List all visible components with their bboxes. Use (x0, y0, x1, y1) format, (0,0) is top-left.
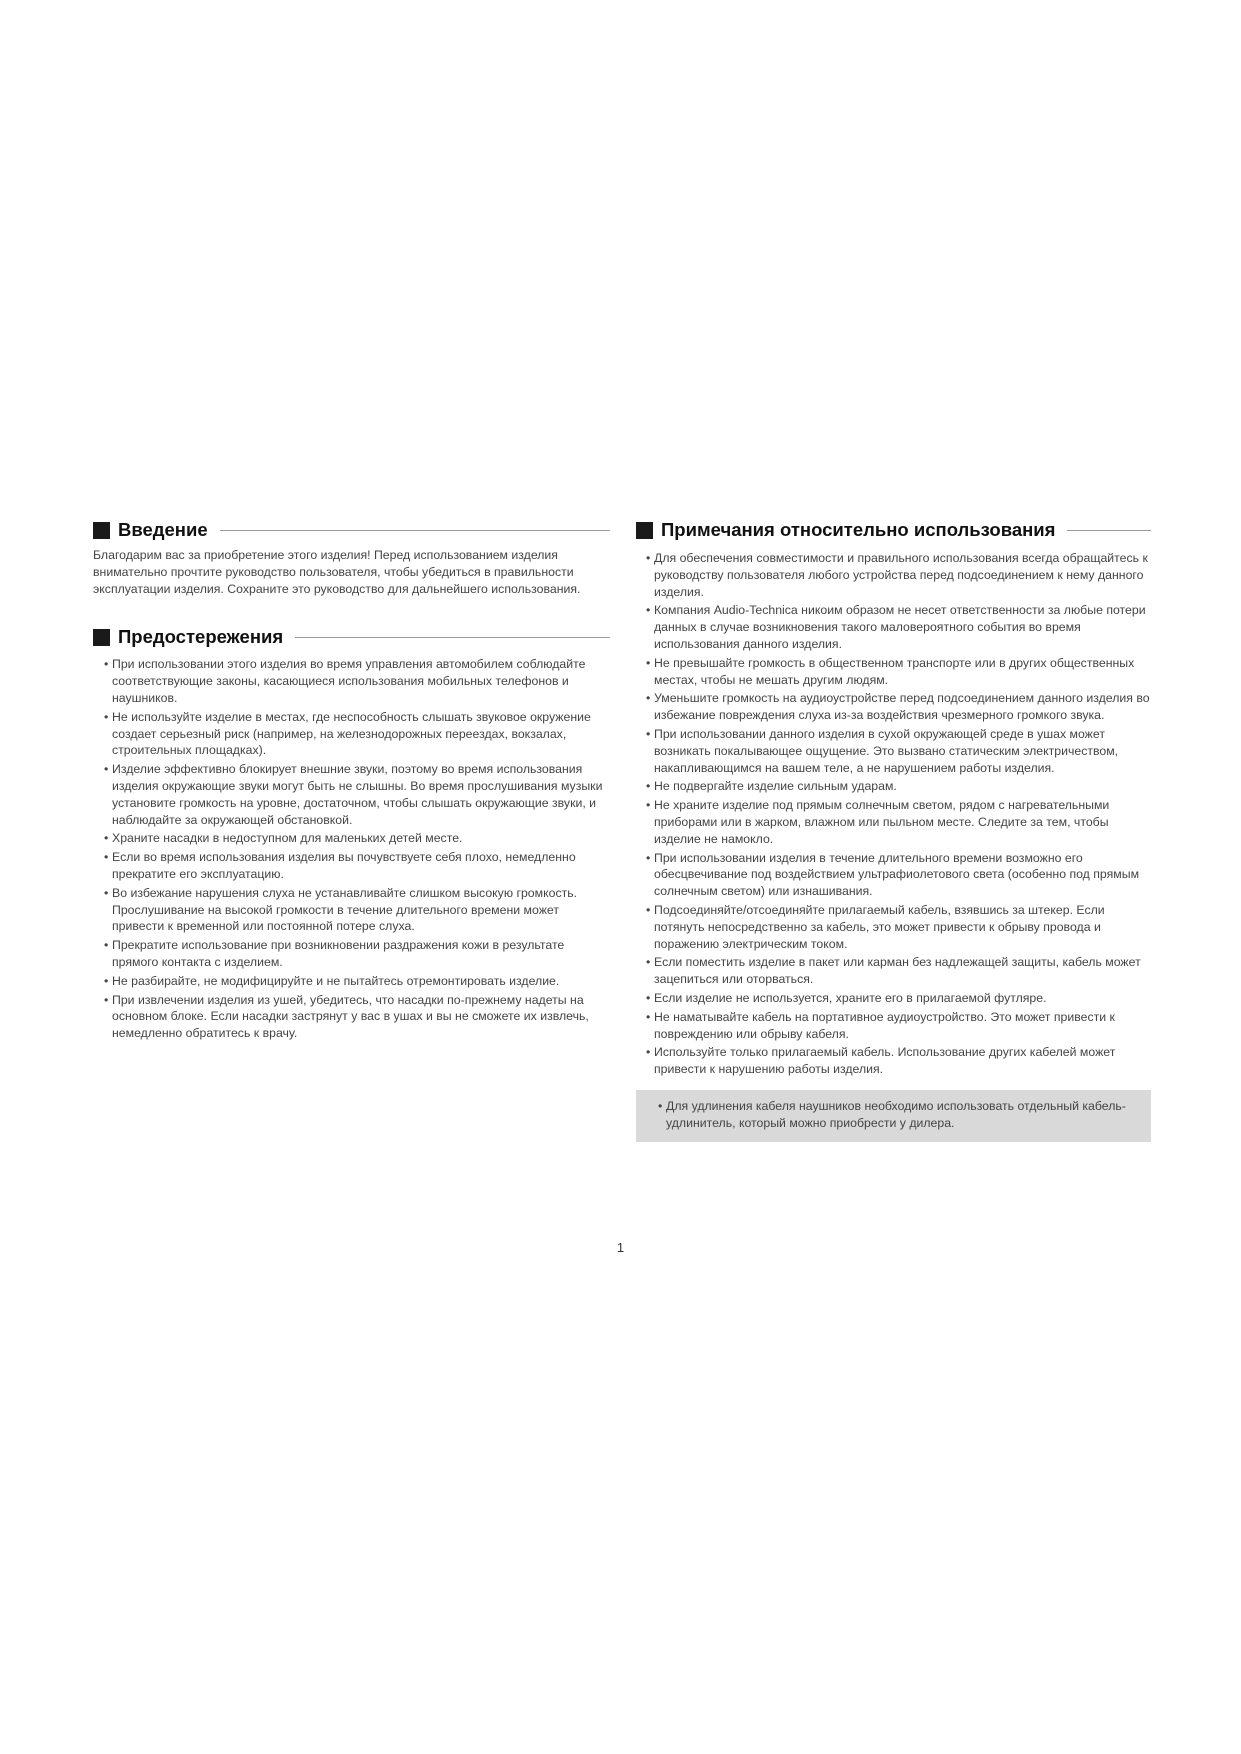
list-item: • Подсоединяйте/отсоединяйте прилагаемый кабель, взявшись за штекер. Если потянуть непосредственно за кабель, это может привести к обрыву провода и поражению электрическим током. (646, 902, 1151, 952)
right-column (636, 518, 1151, 1142)
note-box-text: • Для удлинения кабеля наушников необходимо использовать отдельный кабель-удлинитель, который можно приобрести у дилера. (658, 1098, 1139, 1132)
notes-heading (636, 518, 1151, 542)
list-item: • Для обеспечения совместимости и правильного использования всегда обращайтесь к руководству пользователя любого устройства перед подсоединением к нему данного изделия. (646, 550, 1151, 600)
warnings-title: Предостережения (118, 626, 284, 648)
list-item: • Не наматывайте кабель на портативное аудиоустройство. Это может привести к повреждению или обрыву кабеля. (646, 1009, 1151, 1043)
warnings-heading (93, 625, 610, 649)
note-box (636, 1090, 1151, 1142)
list-item: • Прекратите использование при возникновении раздражения кожи в результате прямого контакта с изделием. (104, 937, 610, 971)
heading-rule (1067, 530, 1151, 531)
list-item: • Во избежание нарушения слуха не устанавливайте слишком высокую громкость. Прослушивание на высокой громкости в течение длительного времени может привести к временной или постоянной потере слуха. (104, 885, 610, 935)
heading-rule (220, 530, 610, 531)
note-box-list (658, 1098, 1139, 1132)
list-item: • Используйте только прилагаемый кабель. Использование других кабелей может привести к нарушению работы изделия. (646, 1044, 1151, 1078)
notes-list (636, 550, 1151, 1078)
list-item: • Изделие эффективно блокирует внешние звуки, поэтому во время использования изделия окружающие звуки могут быть не слышны. Во время прослушивания музыки установите громкость на уровне, достаточном, чтобы слышать окружающие звуки, и наблюдайте за окружающей обстановкой. (104, 761, 610, 828)
list-item: • Не используйте изделие в местах, где неспособность слышать звуковое окружение создает серьезный риск (например, на железнодорожных переездах, вокзалах, строительных площадках). (104, 709, 610, 759)
list-item: • Если изделие не используется, храните его в прилагаемой футляре. (646, 990, 1151, 1007)
page-number: 1 (616, 1240, 625, 1255)
intro-text: Благодарим вас за приобретение этого изделия! Перед использованием изделия внимательно прочтите руководство пользователя, чтобы убедиться в правильности эксплуатации изделия. Сохраните это руководство для дальнейшего использования. (93, 548, 581, 596)
left-column (93, 518, 610, 1044)
list-item: • Компания Audio-Technica никоим образом не несет ответственности за любые потери данных в случае возникновения такого маловероятного события во время использования данного изделия. (646, 602, 1151, 652)
heading-square-marker (636, 522, 653, 539)
list-item: • Если во время использования изделия вы почувствуете себя плохо, немедленно прекратите его эксплуатацию. (104, 849, 610, 883)
intro-heading (93, 518, 610, 542)
list-item: • Не храните изделие под прямым солнечным светом, рядом с нагревательными приборами или в жарком, влажном или пыльном месте. Следите за тем, чтобы изделие не намокло. (646, 797, 1151, 847)
intro-title: Введение (118, 519, 208, 540)
warnings-list (93, 656, 610, 1042)
heading-rule (295, 637, 610, 638)
list-item: • При использовании этого изделия во время управления автомобилем соблюдайте соответствующие законы, касающиеся использования мобильных телефонов и наушников. (104, 656, 610, 706)
notes-title: Примечания относительно использования (661, 519, 1056, 540)
heading-square-marker (93, 522, 110, 539)
list-item: • Не разбирайте, не модифицируйте и не пытайтесь отремонтировать изделие. (104, 973, 610, 990)
list-item: • При использовании изделия в течение длительного времени возможно его обесцвечивание под воздействием ультрафиолетового света (особенно под прямым солнечным светом) или изнашивания. (646, 850, 1151, 900)
list-item: • Не превышайте громкость в общественном транспорте или в других общественных местах, чтобы не мешать другим людям. (646, 655, 1151, 689)
list-item: • Уменьшите громкость на аудиоустройстве перед подсоединением данного изделия во избежание повреждения слуха из-за воздействия чрезмерного громкого звука. (646, 690, 1151, 724)
list-item: • Не подвергайте изделие сильным ударам. (646, 778, 1151, 795)
list-item: • При использовании данного изделия в сухой окружающей среде в ушах может возникать покалывающее ощущение. Это вызвано статическим электричеством, накапливающимся на вашем теле, а не нарушением работы изделия. (646, 726, 1151, 776)
heading-square-marker (93, 629, 110, 646)
list-item: • Если поместить изделие в пакет или карман без надлежащей защиты, кабель может зацепиться или оторваться. (646, 954, 1151, 988)
list-item: • При извлечении изделия из ушей, убедитесь, что насадки по-прежнему надеты на основном блоке. Если насадки застрянут у вас в ушах и вы не сможете их извлечь, немедленно обратитесь к врачу. (104, 992, 610, 1042)
list-item: • Храните насадки в недоступном для маленьких детей месте. (104, 830, 610, 847)
